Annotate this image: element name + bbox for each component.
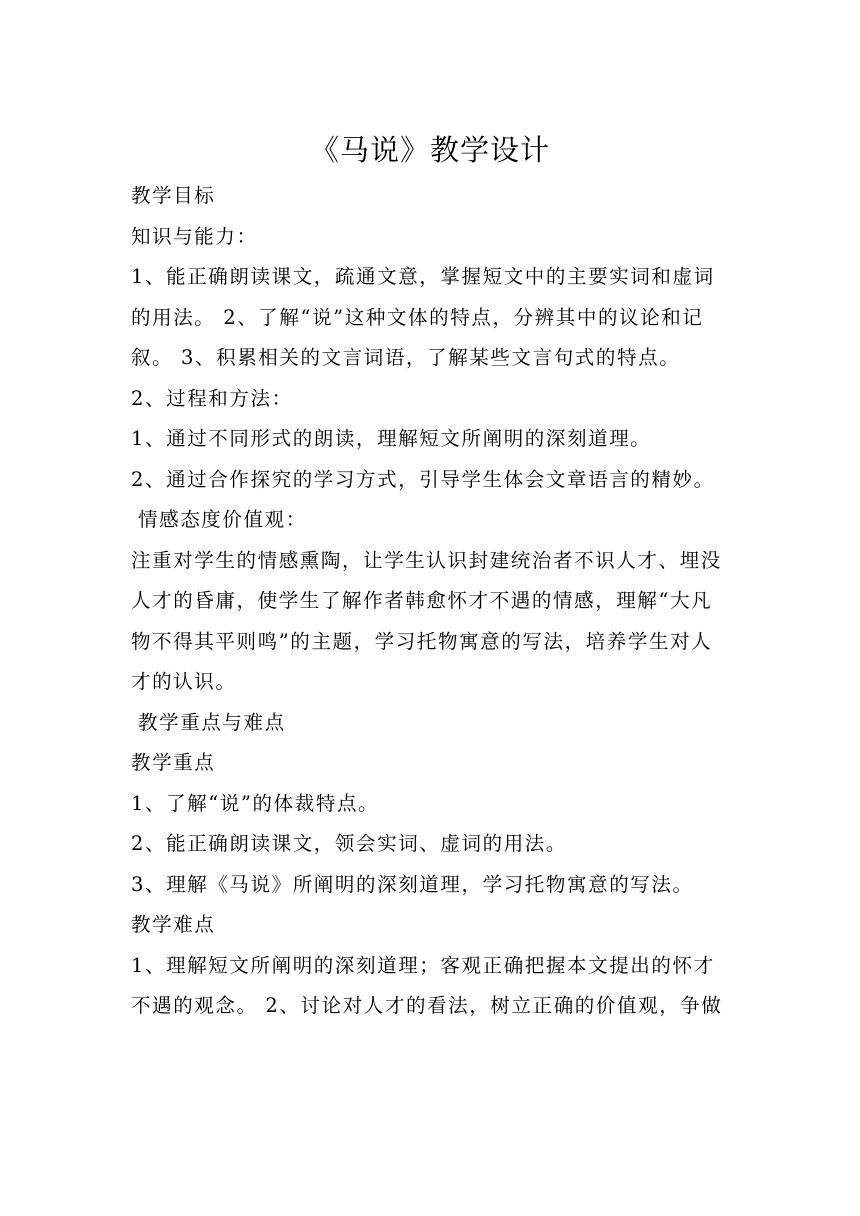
list-item: 3、理解《马说》所阐明的深刻道理，学习托物寓意的写法。 — [131, 872, 694, 896]
subheading-process-method: 2、过程和方法： — [131, 386, 293, 410]
document-title: 《马说》教学设计 — [309, 133, 550, 167]
subheading-difficult-points: 教学难点 — [131, 913, 216, 936]
section-heading-teaching-goals: 教学目标 — [131, 184, 216, 207]
paragraph-line: 1、理解短文所阐明的深刻道理；客观正确把握本文提出的怀才 — [131, 953, 715, 977]
paragraph-line: 2、通过合作探究的学习方式，引导学生体会文章语言的精妙。 — [131, 467, 715, 491]
section-heading-key-difficult: 教学重点与难点 — [138, 710, 286, 734]
list-item: 1、了解“说”的体裁特点。 — [131, 791, 380, 815]
paragraph-line: 不遇的观念。 2、讨论对人才的看法，树立正确的价值观，争做 — [131, 994, 723, 1017]
subheading-knowledge-ability: 知识与能力： — [131, 224, 258, 248]
paragraph-line: 1、能正确朗读课文，疏通文意，掌握短文中的主要实词和虚词 — [131, 265, 715, 288]
paragraph-line: 人才的昏庸，使学生了解作者韩愈怀才不遇的情感，理解“大凡 — [131, 589, 713, 612]
paragraph-line: 才的认识。 — [131, 670, 237, 693]
paragraph-line: 1、通过不同形式的朗读，理解短文所阐明的深刻道理。 — [131, 427, 652, 450]
paragraph-line: 的用法。 2、了解“说”这种文体的特点，分辨其中的议论和记 — [131, 305, 704, 329]
subheading-emotion-values: 情感态度价值观： — [138, 508, 307, 531]
list-item: 2、能正确朗读课文，领会实词、虚词的用法。 — [131, 832, 568, 855]
paragraph-line: 物不得其平则鸣”的主题，学习托物寓意的写法，培养学生对人 — [131, 629, 713, 653]
paragraph-line: 注重对学生的情感熏陶，让学生认识封建统治者不识人才、埋没 — [131, 548, 722, 572]
paragraph-line: 叙。 3、积累相关的文言词语，了解某些文言句式的特点。 — [131, 346, 681, 369]
subheading-key-points: 教学重点 — [131, 751, 216, 774]
document-body — [131, 176, 731, 1027]
